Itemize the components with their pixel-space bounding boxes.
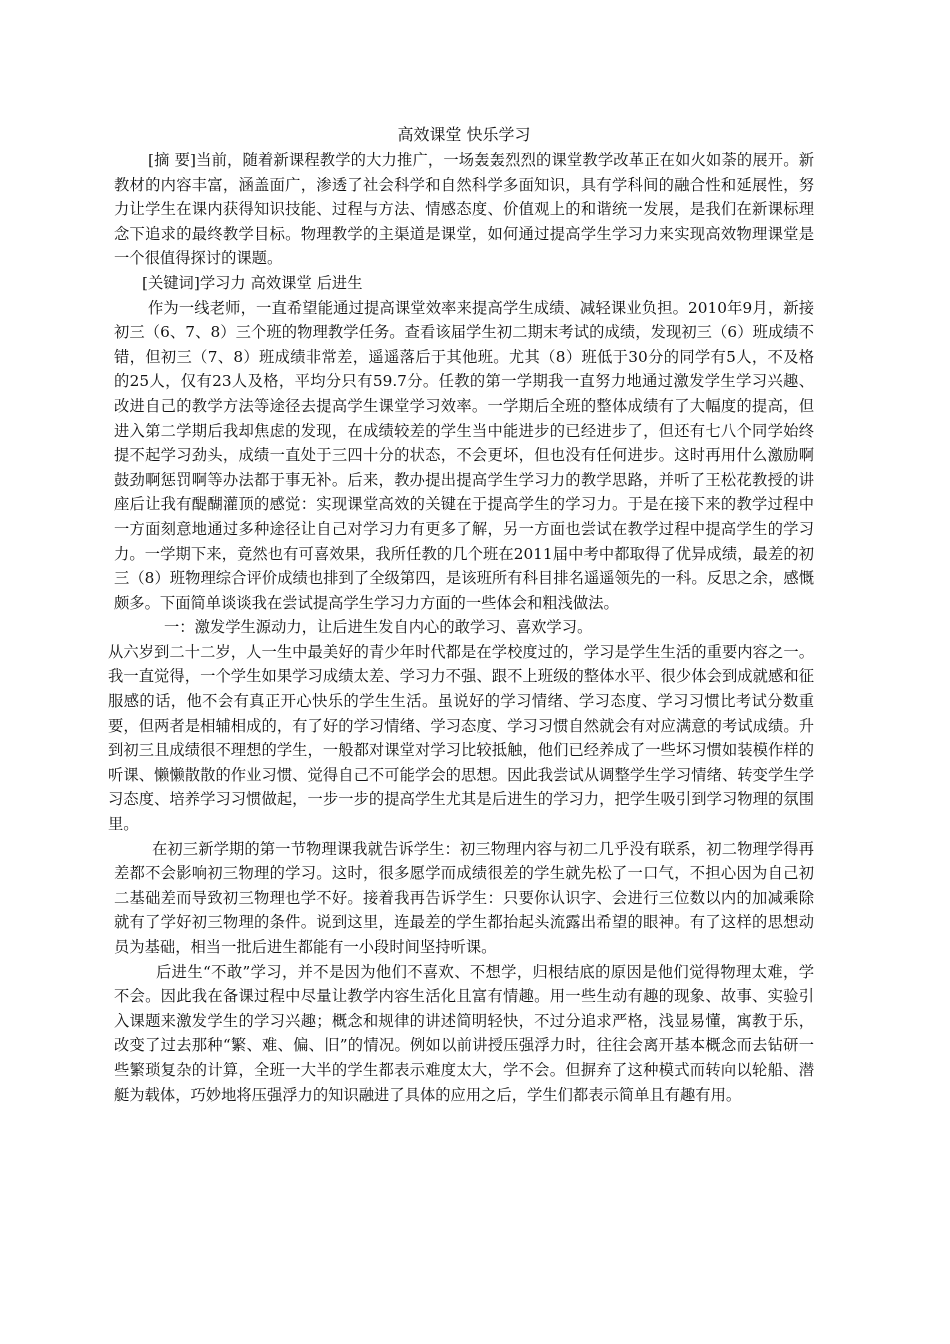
body-paragraph-2: 在初三新学期的第一节物理课我就告诉学生：初三物理内容与初二几乎没有联系，初二物理学得再差都不会影响初三物理的学习。这时，很多愿学而成绩很差的学生就先松了一口气，不担心因为自己初二基础差而导致初三物理也学不好。接着我再告诉学生：只要你认识字、会进行三位数以内的加减乘除就有了学好初三物理的条件。说到这里，连最差的学生都抬起头流露出希望的眼神。有了这样的思想动员为基础，相当一批后进生都能有一小段时间坚持听课。: [114, 839, 814, 956]
body-paragraph-1: 从六岁到二十二岁，人一生中最美好的青少年时代都是在学校度过的，学习是学生生活的重要内容之一。我一直觉得，一个学生如果学习成绩太差、学习力不强、跟不上班级的整体水平、很少体会到成就感和征服感的话，他不会有真正开心快乐的学生生活。虽说好的学习情绪、学习态度、学习习惯比考试分数重要，但两者是相辅相成的，有了好的学习情绪、学习态度、学习习惯自然就会有对应满意的考试成绩。升到初三且成绩很不理想的学生，一般都对课堂对学习比较抵触，他们已经养成了一些坏习惯如装模作样的听课、懒懒散散的作业习惯、觉得自己不可能学会的思想。因此我尝试从调整学生学习情绪、转变学生学习态度、培养学习习惯做起，一步一步的提高学生尤其是后进生的学习力，把学生吸引到学习物理的氛围里。: [108, 642, 814, 834]
section-heading: 一：激发学生源动力，让后进生发自内心的敢学习、喜欢学习。: [164, 618, 593, 637]
document-page: [108, 122, 814, 1107]
abstract-paragraph: [摘 要]当前，随着新课程教学的大力推广，一场轰轰烈烈的课堂教学改革正在如火如荼的展开。新教材的内容丰富，涵盖面广，渗透了社会科学和自然科学多面知识，具有学科间的融合性和延展性，努力让学生在课内获得知识技能、过程与方法、情感态度、价值观上的和谐统一发展，是我们在新课标理念下追求的最终教学目标。物理教学的主渠道是课堂，如何通过提高学生学习力来实现高效物理课堂是一个很值得探讨的课题。: [114, 151, 814, 268]
document-title: 高效课堂 快乐学习: [397, 125, 531, 144]
intro-paragraph: 作为一线老师，一直希望能通过提高课堂效率来提高学生成绩、减轻课业负担。2010年9月，新接初三（6、7、8）三个班的物理教学任务。查看该届学生初二期末考试的成绩，发现初三（6）班成绩不错，但初三（7、8）班成绩非常差，遥遥落后于其他班。尤其（8）班低于30分的同学有5人，不及格的25人，仅有23人及格，平均分只有59.7分。任教的第一学期我一直努力地通过激发学生学习兴趣、改进自己的教学方法等途径去提高学生课堂学习效率。一学期后全班的整体成绩有了大幅度的提高，但进入第二学期后我却焦虑的发现，在成绩较差的学生当中能进步的已经进步了，但还有七八个同学始终提不起学习劲头，成绩一直处于三四十分的状态，不会更坏，但也没有任何进步。这时再用什么激励啊鼓劲啊惩罚啊等办法都于事无补。后来，教办提出提高学生学习力的教学思路，并听了王松花教授的讲座后让我有醍醐灌顶的感觉：实现课堂高效的关键在于提高学生的学习力。于是在接下来的教学过程中一方面刻意地通过多种途径让自己对学习力有更多了解，另一方面也尝试在教学过程中提高学生的学习力。一学期下来，竟然也有可喜效果，我所任教的几个班在2011届中考中都取得了优异成绩，最差的初三（8）班物理综合评价成绩也排到了全级第四，是该班所有科目排名遥遥领先的一科。反思之余，感慨颇多。下面简单谈谈我在尝试提高学生学习力方面的一些体会和粗浅做法。: [114, 298, 814, 612]
body-paragraph-3: 后进生“不敢”学习，并不是因为他们不喜欢、不想学，归根结底的原因是他们觉得物理太难，学不会。因此我在备课过程中尽量让教学内容生活化且富有情趣。用一些生动有趣的现象、故事、实验引入课题来激发学生的学习兴趣；概念和规律的讲述简明轻快，不过分追求严格，浅显易懂，寓教于乐，改变了过去那种“繁、难、偏、旧”的情况。例如以前讲授压强浮力时，往往会离开基本概念而去钻研一些繁琐复杂的计算，全班一大半的学生都表示难度太大，学不会。但摒弃了这种模式而转向以轮船、潜艇为载体，巧妙地将压强浮力的知识融进了具体的应用之后，学生们都表示简单且有趣有用。: [114, 962, 814, 1104]
keywords-line: [关键词]学习力 高效课堂 后进生: [142, 273, 363, 292]
